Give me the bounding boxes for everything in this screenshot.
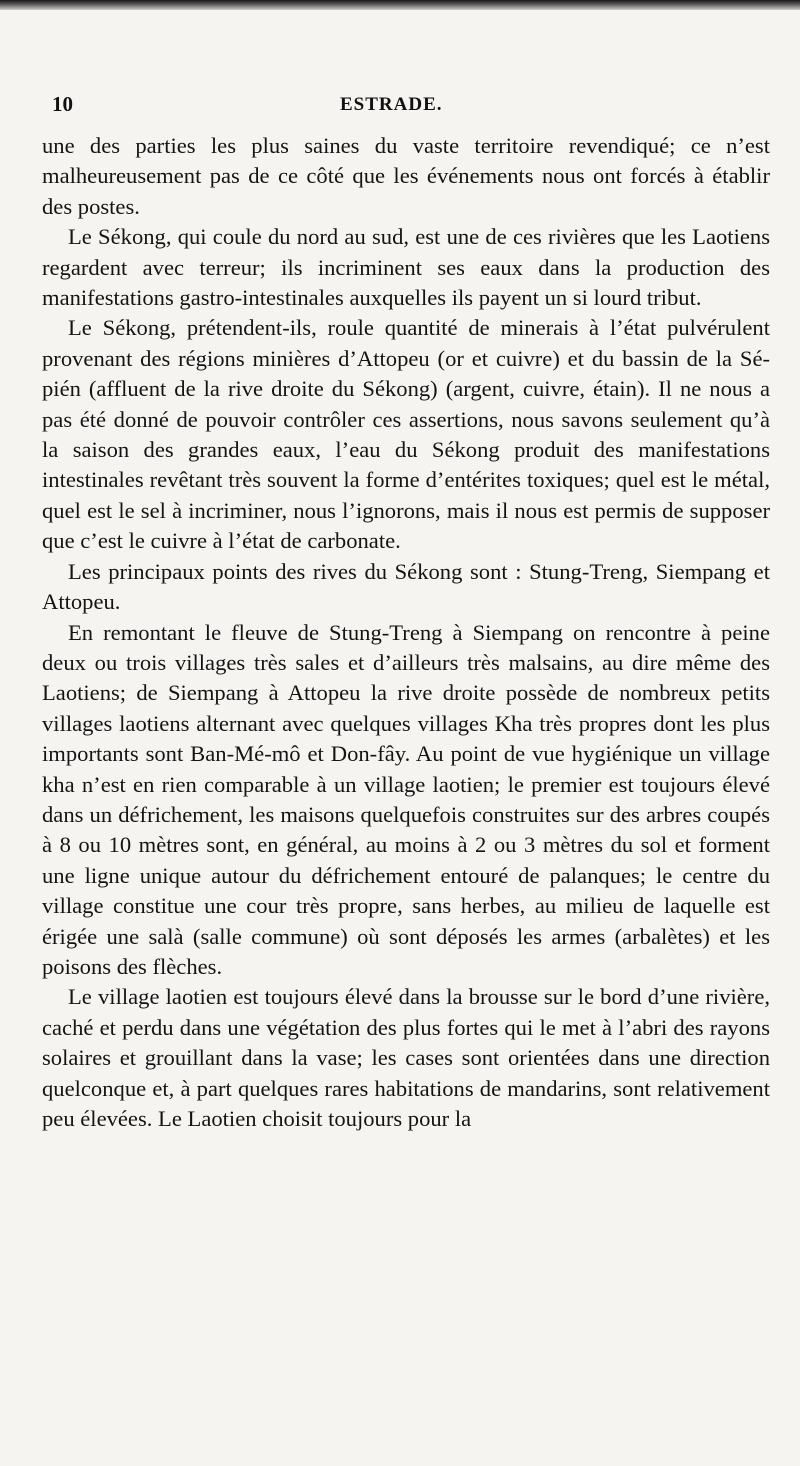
paragraph: Le Sékong, qui coule du nord au sud, est une de ces rivières que les Laotiens regardent avec terreur; ils incriminent ses eaux dans la production des manifestations gastro-intestinales auxquelles ils payent un si lourd tribut. [42, 224, 770, 311]
scan-edge [0, 0, 800, 10]
paragraph: En remontant le fleuve de Stung-Treng à Siempang on rencontre à peine deux ou trois villages très sales et d’ailleurs très malsains, au dire même des Laotiens; de Siempang à Attopeu la rive droite possède de nombreux petits villages laotiens alternant avec quelques villages Kha très propres dont les plus importants sont Ban-Mé-mô et Don-fây. Au point de vue hygiénique un village kha n’est en rien comparable à un village laotien; le premier est toujours élevé dans un défrichement, les maisons quelquefois construites sur des arbres coupés à 8 ou 10 mètres sont, en général, au moins à 2 ou 3 mètres du sol et forment une ligne unique autour du défrichement entouré de palanques; le centre du village constitue une cour très propre, sans herbes, au milieu de laquelle est érigée une salà (salle commune) où sont déposés les armes (arbalètes) et les poisons des flèches. [42, 619, 770, 979]
page-header [52, 92, 752, 122]
page-number: 10 [52, 92, 73, 116]
paragraph: une des parties les plus saines du vaste territoire revendiqué; ce n’est malheureusement pas de ce côté que les événements nous ont forcés à établir des postes. [42, 133, 770, 219]
paragraph: Les principaux points des rives du Sékong sont : Stung-Treng, Siempang et Attopeu. [42, 558, 770, 615]
running-head: ESTRADE. [340, 94, 443, 115]
paragraph: Le village laotien est toujours élevé dans la brousse sur le bord d’une rivière, caché et perdu dans une végétation des plus fortes qui le met à l’abri des rayons solaires et grouillant dans la vase; les cases sont orientées dans une direction quelconque et, à part quelques rares habitations de mandarins, sont relativement peu élevées. Le Laotien choisit toujours pour la [42, 984, 770, 1131]
paragraph: Le Sékong, prétendent-ils, roule quantité de minerais à l’état pulvérulent provenant des régions minières d’Attopeu (or et cuivre) et du bassin de la Sé-pién (affluent de la rive droite du Sékong) (argent, cuivre, étain). Il ne nous a pas été donné de pouvoir contrôler ces assertions, nous savons seulement qu’à la saison des grandes eaux, l’eau du Sékong produit des manifestations intestinales revêtant très souvent la forme d’entérites toxiques; quel est le métal, quel est le sel à incriminer, nous l’ignorons, mais il nous est permis de supposer que c’est le cuivre à l’état de carbonate. [42, 315, 770, 554]
body-text [42, 131, 770, 1134]
